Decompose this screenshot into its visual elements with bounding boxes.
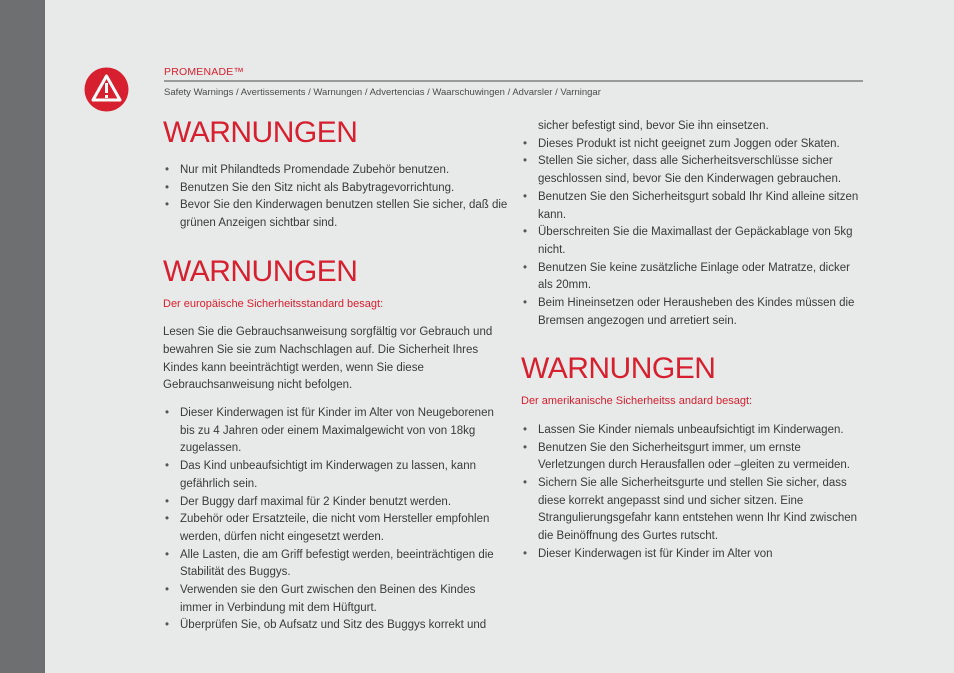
continued-text: sicher befestigt sind, bevor Sie ihn einsetzen. <box>538 120 769 132</box>
right-column <box>521 118 866 563</box>
list-item: • Zubehör oder Ersatzteile, die nicht vom Hersteller empfohlen werden, dürfen nicht eingesetzt werden. <box>163 511 508 546</box>
warning-list <box>163 405 508 635</box>
list-item: • Bevor Sie den Kinderwagen benutzen stellen Sie sicher, daß die grünen Anzeigen sichtbar sind. <box>163 197 508 232</box>
list-item: • Dieser Kinderwagen ist für Kinder im Alter von <box>521 546 866 564</box>
list-item: • Alle Lasten, die am Griff befestigt werden, beeinträchtigen die Stabilität des Buggys. <box>163 547 508 582</box>
warning-list <box>521 136 866 331</box>
list-item: • Benutzen Sie den Sitz nicht als Babytragevorrichtung. <box>163 180 508 198</box>
brand-label: PROMENADE™ <box>164 66 245 78</box>
section-title: WARNUNGEN <box>163 116 358 149</box>
list-item: • Verwenden sie den Gurt zwischen den Beinen des Kindes immer in Verbindung mit dem Hüftgurt. <box>163 582 508 617</box>
list-item: • Benutzen Sie den Sicherheitsgurt immer, um ernste Verletzungen durch Herausfallen oder –gleiten zu vermeiden. <box>521 440 866 475</box>
header-divider <box>164 80 863 82</box>
section-title: WARNUNGEN <box>163 254 358 288</box>
side-bar <box>0 0 45 673</box>
list-item: • Überprüfen Sie, ob Aufsatz und Sitz des Buggys korrekt und <box>163 617 508 635</box>
list-item: • Lassen Sie Kinder niemals unbeaufsichtigt im Kinderwagen. <box>521 422 866 440</box>
list-item: • Überschreiten Sie die Maximallast der Gepäckablage von 5kg nicht. <box>521 224 866 259</box>
section-subtitle: Der europäische Sicherheitsstandard besagt: <box>163 297 384 310</box>
languages-line: Safety Warnings / Avertissements / Warnungen / Advertencias / Waarschuwingen / Advarsler / Varningar <box>164 87 601 98</box>
list-item: • Beim Hineinsetzen oder Herausheben des Kindes müssen die Bremsen angezogen und arretiert sein. <box>521 295 866 330</box>
warning-list <box>521 422 866 564</box>
warning-list <box>163 162 508 233</box>
list-item: • Stellen Sie sicher, dass alle Sicherheitsverschlüsse sicher geschlossen sind, bevor Sie den Kinderwagen gebrauchen. <box>521 153 866 188</box>
list-item: • Der Buggy darf maximal für 2 Kinder benutzt werden. <box>163 494 508 512</box>
list-item: • Dieses Produkt ist nicht geeignet zum Joggen oder Skaten. <box>521 136 866 154</box>
list-item: • Benutzen Sie keine zusätzliche Einlage oder Matratze, dicker als 20mm. <box>521 260 866 295</box>
warning-icon <box>84 67 129 112</box>
intro-paragraph: Lesen Sie die Gebrauchsanweisung sorgfältig vor Gebrauch und bewahren Sie sie zum Nachschlagen auf. Die Sicherheit Ihres Kindes kann beeinträchtigt werden, wenn Sie diese Gebrauchsanweisung nicht befolgen. <box>163 326 493 392</box>
list-item: • Das Kind unbeaufsichtigt im Kinderwagen zu lassen, kann gefährlich sein. <box>163 458 508 493</box>
left-column <box>163 118 508 635</box>
section-title: WARNUNGEN <box>521 352 716 386</box>
list-item: • Nur mit Philandteds Promendade Zubehör benutzen. <box>163 162 508 180</box>
list-item: • Benutzen Sie den Sicherheitsgurt sobald Ihr Kind alleine sitzen kann. <box>521 189 866 224</box>
list-item: • Sichern Sie alle Sicherheitsgurte und stellen Sie sicher, dass diese korrekt angepasst sind und sicher sitzen. Eine Strangulierungsgefahr kann entstehen wenn Ihr Kind zwischen die Beinöffnung des Gurtes rutscht. <box>521 475 866 546</box>
section-subtitle: Der amerikanische Sicherheitss andard besagt: <box>521 395 753 408</box>
list-item: • Dieser Kinderwagen ist für Kinder im Alter von Neugeborenen bis zu 4 Jahren oder einem Maximalgewicht von von 18kg zugelassen. <box>163 405 508 458</box>
